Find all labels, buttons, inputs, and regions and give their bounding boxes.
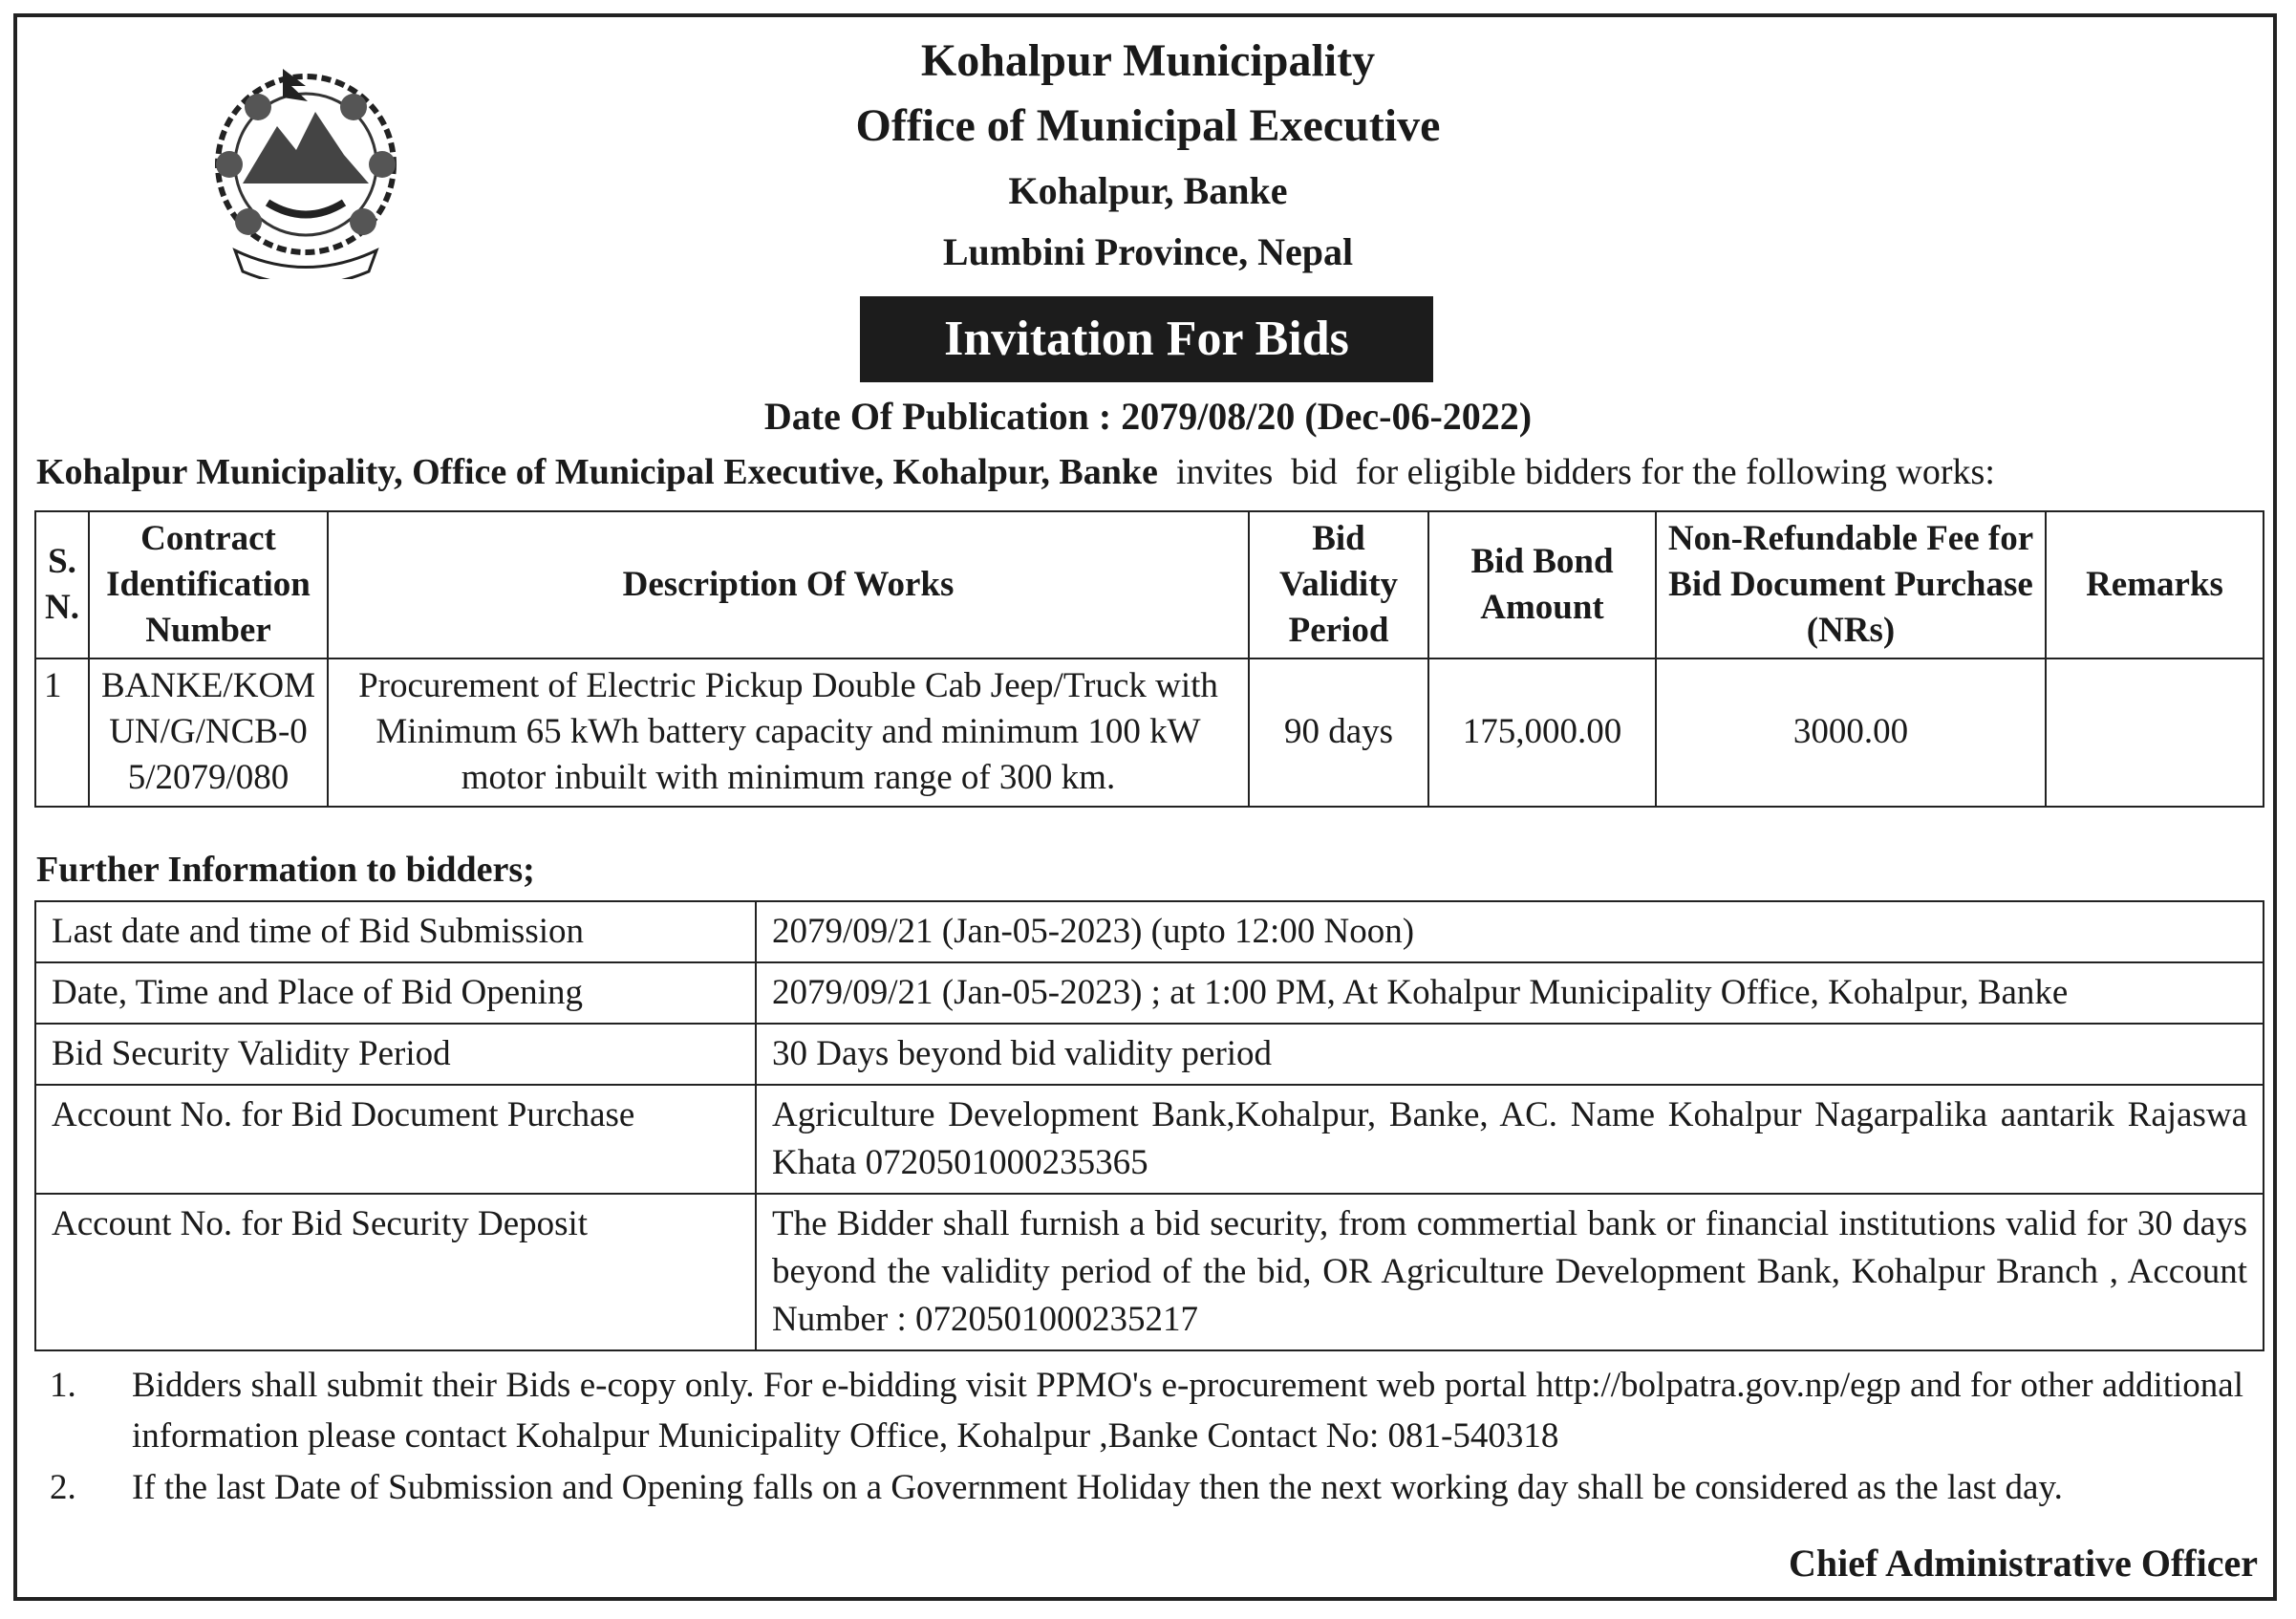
cell-description: Procurement of Electric Pickup Double Cab Jeep/Truck with Minimum 65 kWh battery capacity and minimum 100 kW motor inbuilt with minimum range of 300 km. (328, 658, 1249, 806)
table-row (35, 1024, 2264, 1085)
header-bond: Bid Bond Amount (1428, 511, 1656, 658)
location: Kohalpur, Banke (1008, 169, 1288, 212)
office-name: Office of Municipal Executive (855, 100, 1441, 151)
note-text: Bidders shall submit their Bids e-copy only. For e-bidding visit PPMO's e-procurement web portal http://bolpatra.gov.np/egp and for other additional information please contact Kohalpur Municipality Office, Kohalpur ,Banke Contact No: 081-540318 (132, 1366, 2243, 1456)
further-info-title: Further Information to bidders; (36, 850, 535, 890)
header-fee: Non-Refundable Fee for Bid Document Purchase (NRs) (1656, 511, 2046, 658)
cell-validity: 90 days (1249, 658, 1428, 806)
signatory: Chief Administrative Officer (1789, 1542, 2258, 1585)
note-number: 1. (50, 1366, 76, 1405)
province: Lumbini Province, Nepal (942, 230, 1354, 273)
header-remarks: Remarks (2046, 511, 2264, 658)
cell-bond: 175,000.00 (1428, 658, 1656, 806)
header-contract-id: Contract Identification Number (89, 511, 328, 658)
publication-date: Date Of Publication : 2079/08/20 (Dec-06-2022) (763, 395, 1533, 438)
info-value: The Bidder shall furnish a bid security, from commertial bank or financial institutions valid for 30 days beyond the validity period of the bid, OR Agriculture Development Bank, Kohalpur Branch , Account Number : 0720501000235217 (756, 1194, 2264, 1350)
table-row (35, 1085, 2264, 1194)
note-text: If the last Date of Submission and Opening falls on a Government Holiday then the next working day shall be considered as the last day. (132, 1468, 2063, 1508)
info-value: 30 Days beyond bid validity period (756, 1024, 2264, 1085)
further-info-table (34, 900, 2264, 1351)
note-number: 2. (50, 1468, 76, 1508)
info-key: Account No. for Bid Document Purchase (35, 1085, 756, 1194)
list-item (36, 1463, 2243, 1514)
invitation-banner: Invitation For Bids (860, 296, 1433, 382)
info-value: 2079/09/21 (Jan-05-2023) (upto 12:00 Noon) (756, 901, 2264, 962)
table-row (35, 1194, 2264, 1350)
table-row (35, 658, 2264, 806)
intro-rest: invites bid for eligible bidders for the following works: (1157, 452, 1995, 492)
info-key: Account No. for Bid Security Deposit (35, 1194, 756, 1350)
header-description: Description Of Works (328, 511, 1249, 658)
info-key: Bid Security Validity Period (35, 1024, 756, 1085)
bid-table-header (35, 511, 2264, 658)
header-validity: Bid Validity Period (1249, 511, 1428, 658)
bid-table (34, 510, 2264, 808)
table-row (35, 962, 2264, 1024)
cell-fee: 3000.00 (1656, 658, 2046, 806)
cell-sn: 1 (35, 658, 89, 806)
info-key: Date, Time and Place of Bid Opening (35, 962, 756, 1024)
cell-remarks (2046, 658, 2264, 806)
header-sn: S. N. (35, 511, 89, 658)
intro-bold: Kohalpur Municipality, Office of Municipal Executive, Kohalpur, Banke (36, 452, 1158, 492)
info-key: Last date and time of Bid Submission (35, 901, 756, 962)
intro-line (36, 451, 1995, 493)
notes-list (36, 1361, 2243, 1516)
list-item (36, 1361, 2243, 1461)
org-name: Kohalpur Municipality (920, 35, 1376, 86)
info-value: 2079/09/21 (Jan-05-2023) ; at 1:00 PM, At Kohalpur Municipality Office, Kohalpur, Banke (756, 962, 2264, 1024)
cell-contract-id: BANKE/KOMUN/G/NCB-05/2079/080 (89, 658, 328, 806)
table-row (35, 901, 2264, 962)
info-value: Agriculture Development Bank,Kohalpur, Banke, AC. Name Kohalpur Nagarpalika aantarik Rajaswa Khata 0720501000235365 (756, 1085, 2264, 1194)
